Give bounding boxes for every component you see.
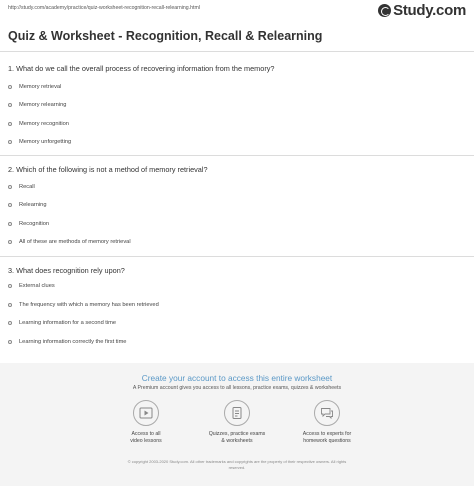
answer-option[interactable] <box>8 120 69 128</box>
answer-option[interactable] <box>8 220 49 228</box>
question-divider <box>0 155 474 156</box>
option-label: External clues <box>19 283 55 289</box>
logo-text: Study.com <box>393 2 466 19</box>
option-label: Memory relearning <box>19 102 67 108</box>
radio-icon[interactable] <box>8 203 12 207</box>
feature-label-line2: homework questions <box>303 438 351 444</box>
copyright-notice <box>70 459 404 471</box>
feature-label-line2: video lessons <box>130 438 162 444</box>
option-label: The frequency with which a memory has been retrieved <box>19 302 159 308</box>
copyright-line2: reserved. <box>228 465 246 470</box>
answer-option[interactable] <box>8 319 116 327</box>
option-label: All of these are methods of memory retrieval <box>19 239 131 245</box>
feature-label-line2: & worksheets <box>221 438 253 444</box>
video-icon <box>133 400 159 426</box>
radio-icon[interactable] <box>8 122 12 126</box>
radio-icon[interactable] <box>8 140 12 144</box>
radio-icon[interactable] <box>8 222 12 226</box>
answer-option[interactable] <box>8 101 66 109</box>
answer-option[interactable] <box>8 138 71 146</box>
option-label: Memory unforgetting <box>19 139 72 145</box>
radio-icon[interactable] <box>8 240 12 244</box>
feature-experts <box>282 400 372 445</box>
question-text: 2. Which of the following is not a method of memory retrieval? <box>8 165 208 174</box>
answer-option[interactable] <box>8 183 35 191</box>
chat-icon <box>314 400 340 426</box>
feature-label-line1: Access to all <box>131 431 161 437</box>
option-label: Recognition <box>19 221 50 227</box>
quiz-icon <box>224 400 250 426</box>
radio-icon[interactable] <box>8 340 12 344</box>
radio-icon[interactable] <box>8 284 12 288</box>
radio-icon[interactable] <box>8 103 12 107</box>
top-bar <box>0 0 474 22</box>
cta-title[interactable]: Create your account to access this entire worksheet <box>141 373 333 383</box>
radio-icon[interactable] <box>8 85 12 89</box>
premium-cta-panel <box>0 363 474 486</box>
copyright-line1: © copyright 2003-2020 Study.com. All other trademarks and copyrights are the property of their respective owners. All rights <box>127 459 347 464</box>
feature-label-line1: Access to experts for <box>302 431 352 437</box>
page-url: http://study.com/academy/practice/quiz-worksheet-recognition-recall-relearning.html <box>8 5 200 11</box>
radio-icon[interactable] <box>8 321 12 325</box>
answer-option[interactable] <box>8 301 159 309</box>
answer-option[interactable] <box>8 238 131 246</box>
page-title: Quiz & Worksheet - Recognition, Recall & Relearning <box>8 29 323 43</box>
question-divider <box>0 256 474 257</box>
radio-icon[interactable] <box>8 303 12 307</box>
answer-option[interactable] <box>8 201 47 209</box>
logo-icon <box>378 4 391 17</box>
question-text: 3. What does recognition rely upon? <box>8 266 125 275</box>
question-3 <box>8 266 468 345</box>
feature-video-lessons <box>101 400 191 445</box>
option-label: Learning information for a second time <box>19 320 117 326</box>
answer-option[interactable] <box>8 338 126 346</box>
title-divider <box>0 51 474 52</box>
option-label: Relearning <box>19 202 47 208</box>
question-text: 1. What do we call the overall process of recovering information from the memory? <box>8 64 275 73</box>
answer-option[interactable] <box>8 83 61 91</box>
option-label: Memory recognition <box>19 121 69 127</box>
option-label: Learning information correctly the first time <box>19 339 127 345</box>
option-label: Recall <box>19 184 35 190</box>
radio-icon[interactable] <box>8 185 12 189</box>
feature-label-line1: Quizzes, practice exams <box>208 431 266 437</box>
question-2 <box>8 165 468 245</box>
study-logo[interactable] <box>378 2 466 19</box>
cta-subtitle: A Premium account gives you access to all lessons, practice exams, quizzes & worksheets <box>132 385 342 391</box>
question-1 <box>8 64 468 145</box>
feature-quizzes <box>192 400 282 445</box>
answer-option[interactable] <box>8 282 55 290</box>
option-label: Memory retrieval <box>19 84 62 90</box>
